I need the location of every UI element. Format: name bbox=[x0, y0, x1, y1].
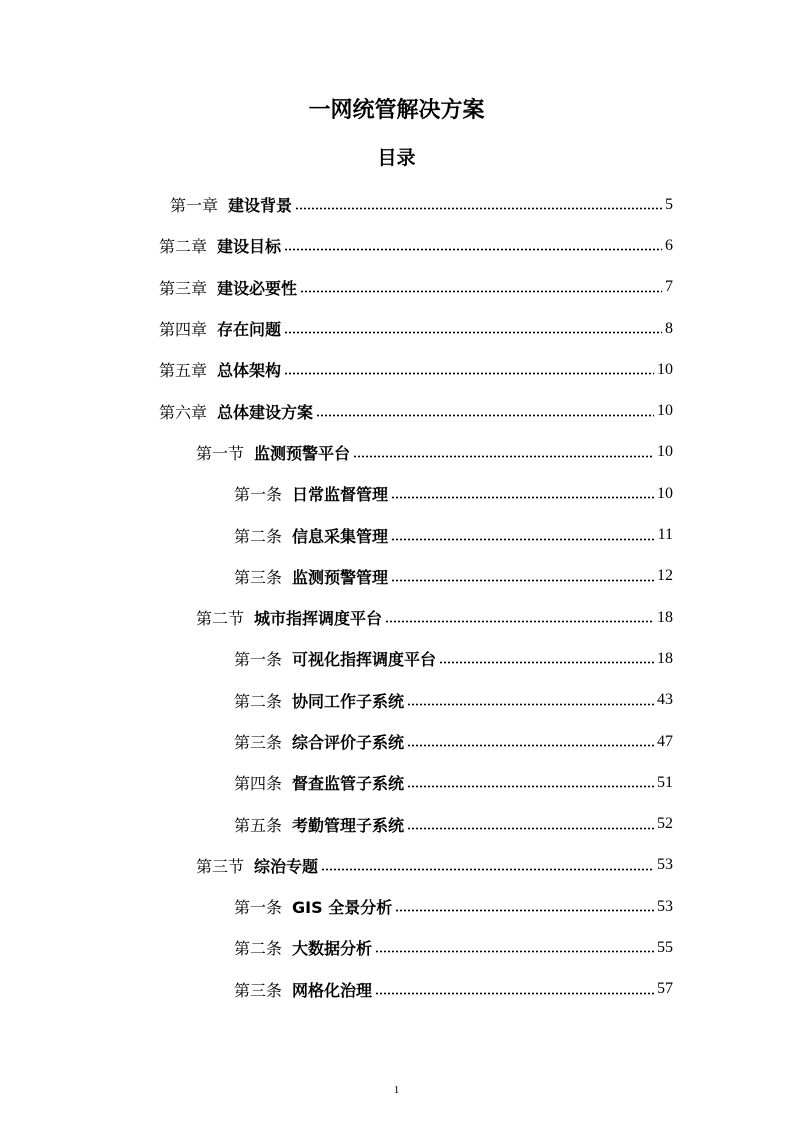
toc-entry-page: 6 bbox=[665, 236, 673, 254]
toc-entry[interactable] bbox=[0, 886, 793, 927]
toc-dot-leader bbox=[407, 827, 654, 830]
toc-entry[interactable] bbox=[0, 349, 793, 390]
toc-entry[interactable] bbox=[0, 721, 793, 762]
toc-entry-title: 城市指挥调度平台 bbox=[254, 609, 383, 629]
toc-heading: 目录 bbox=[377, 147, 416, 169]
toc-dot-leader bbox=[407, 785, 654, 788]
toc-entry-page: 18 bbox=[657, 649, 673, 667]
toc-entry-prefix: 第三条 bbox=[234, 733, 283, 752]
toc-entry-page: 47 bbox=[657, 732, 673, 750]
toc-entry[interactable] bbox=[0, 308, 793, 349]
toc-entry-prefix: 第三条 bbox=[234, 567, 283, 587]
toc-entry-title: 综治专题 bbox=[254, 856, 319, 876]
document-title: 一网统管解决方案 bbox=[308, 98, 485, 123]
toc-entry-title: 建设目标 bbox=[217, 237, 282, 257]
page-number: 1 bbox=[393, 1084, 400, 1096]
toc-entry-prefix: 第一条 bbox=[234, 898, 283, 918]
toc-dot-leader bbox=[321, 868, 654, 871]
toc-entry-prefix: 第二条 bbox=[234, 691, 283, 711]
toc-dot-leader bbox=[295, 207, 662, 210]
toc-dot-leader bbox=[391, 496, 654, 499]
toc-entry-prefix: 第五章 bbox=[159, 361, 208, 381]
toc-dot-leader bbox=[407, 744, 654, 747]
toc-entry[interactable] bbox=[0, 845, 793, 886]
toc-entry-page: 7 bbox=[665, 278, 673, 296]
toc-entry[interactable] bbox=[0, 680, 793, 721]
toc-entry-title: 监测预警平台 bbox=[254, 443, 351, 463]
toc-entry-title: 日常监督管理 bbox=[292, 485, 389, 505]
toc-entry-title: GIS 全景分析 bbox=[292, 898, 393, 918]
toc-entry-title: 综合评价子系统 bbox=[292, 733, 405, 752]
toc-dot-leader bbox=[375, 950, 654, 953]
toc-entry-page: 12 bbox=[657, 567, 673, 585]
toc-entry-prefix: 第二章 bbox=[159, 237, 208, 257]
toc-dot-leader bbox=[439, 661, 654, 664]
toc-entry-prefix: 第五条 bbox=[234, 815, 283, 835]
toc-dot-leader bbox=[284, 248, 662, 251]
toc-entry-prefix: 第一章 bbox=[170, 196, 219, 216]
toc-entry-prefix: 第三条 bbox=[234, 980, 283, 1000]
toc-entry-title: 监测预警管理 bbox=[292, 567, 389, 587]
toc-entry-title: 可视化指挥调度平台 bbox=[292, 650, 437, 670]
toc-entry-page: 52 bbox=[657, 815, 673, 833]
toc-entry[interactable] bbox=[0, 927, 793, 968]
toc-entry[interactable] bbox=[0, 803, 793, 844]
toc-entry-page: 10 bbox=[657, 484, 673, 502]
toc-entry-prefix: 第二条 bbox=[234, 939, 283, 959]
toc-entry-prefix: 第一条 bbox=[234, 650, 283, 670]
toc-entry[interactable] bbox=[0, 597, 793, 638]
toc-dot-leader bbox=[391, 538, 655, 541]
toc-entry-page: 53 bbox=[657, 897, 673, 915]
toc-entry[interactable] bbox=[0, 556, 793, 597]
toc-entry[interactable] bbox=[0, 969, 793, 1010]
toc-entry-prefix: 第二节 bbox=[196, 609, 245, 629]
toc-entry-title: 督查监管子系统 bbox=[292, 774, 405, 794]
toc-dot-leader bbox=[284, 331, 662, 334]
toc-entry-page: 5 bbox=[665, 195, 673, 213]
toc-entry-prefix: 第三节 bbox=[196, 856, 245, 876]
toc-dot-leader bbox=[385, 620, 654, 623]
toc-entry-page: 10 bbox=[657, 443, 673, 461]
toc-entry-title: 建设背景 bbox=[228, 196, 293, 216]
toc-entry-prefix: 第一节 bbox=[196, 443, 245, 463]
toc-entry[interactable] bbox=[0, 225, 793, 266]
toc-entry[interactable] bbox=[0, 473, 793, 514]
toc-entry-page: 55 bbox=[657, 938, 673, 956]
toc-entry-page: 43 bbox=[657, 691, 673, 709]
toc-dot-leader bbox=[391, 579, 654, 582]
toc-entry-page: 53 bbox=[657, 856, 673, 874]
toc-entry-page: 8 bbox=[665, 319, 673, 337]
toc-entry-page: 51 bbox=[657, 773, 673, 791]
toc-entry-prefix: 第三章 bbox=[159, 278, 208, 298]
toc-entry[interactable] bbox=[0, 638, 793, 679]
toc-dot-leader bbox=[395, 909, 654, 912]
toc-entry[interactable] bbox=[0, 267, 793, 308]
toc-entry-title: 大数据分析 bbox=[292, 939, 373, 959]
toc-entry-prefix: 第四条 bbox=[234, 774, 283, 794]
toc-entry-page: 10 bbox=[657, 360, 673, 378]
toc-entry-title: 协同工作子系统 bbox=[292, 691, 405, 711]
toc-entry-title: 总体建设方案 bbox=[217, 402, 314, 422]
table-of-contents bbox=[0, 184, 793, 1010]
toc-entry-page: 57 bbox=[657, 980, 673, 998]
toc-entry-title: 信息采集管理 bbox=[292, 526, 389, 546]
toc-entry-prefix: 第一条 bbox=[234, 485, 283, 505]
toc-entry-prefix: 第六章 bbox=[159, 402, 208, 422]
toc-entry-prefix: 第四章 bbox=[159, 320, 208, 340]
toc-entry-title: 存在问题 bbox=[217, 320, 282, 340]
toc-dot-leader bbox=[407, 703, 654, 706]
toc-entry-title: 总体架构 bbox=[217, 361, 282, 381]
toc-dot-leader bbox=[375, 992, 654, 995]
toc-dot-leader bbox=[353, 455, 654, 458]
toc-entry-page: 11 bbox=[657, 526, 673, 544]
toc-entry[interactable] bbox=[0, 514, 793, 555]
toc-entry[interactable] bbox=[0, 762, 793, 803]
toc-entry-page: 10 bbox=[657, 402, 673, 420]
toc-entry[interactable] bbox=[0, 184, 793, 225]
toc-entry-title: 考勤管理子系统 bbox=[292, 815, 405, 835]
toc-dot-leader bbox=[284, 372, 654, 375]
toc-dot-leader bbox=[316, 414, 654, 417]
toc-dot-leader bbox=[300, 290, 662, 293]
toc-entry-prefix: 第二条 bbox=[234, 526, 283, 546]
toc-entry-page: 18 bbox=[657, 608, 673, 626]
toc-entry-title: 建设必要性 bbox=[217, 278, 298, 298]
toc-entry[interactable] bbox=[0, 432, 793, 473]
toc-entry-title: 网格化治理 bbox=[292, 980, 373, 1000]
toc-entry[interactable] bbox=[0, 390, 793, 431]
